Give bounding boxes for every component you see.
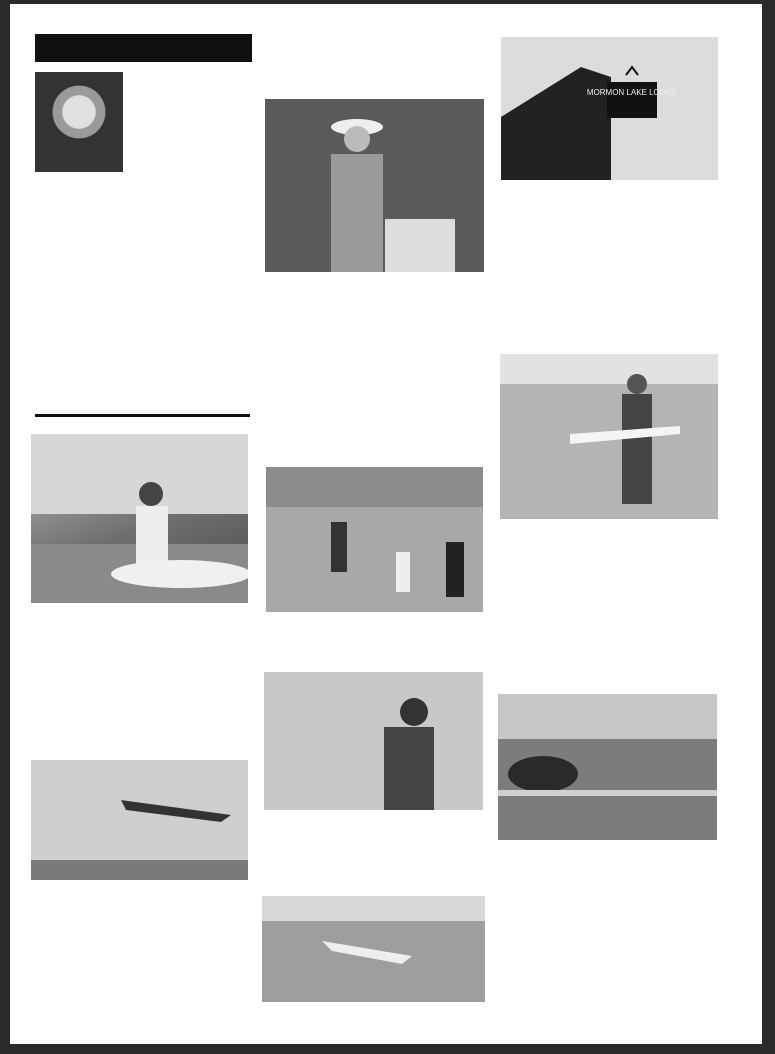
column-banner <box>35 34 252 62</box>
announcer-photo <box>265 99 484 272</box>
slope-photo <box>266 467 483 612</box>
p51-photo <box>262 896 485 1002</box>
cub-photo <box>500 354 718 519</box>
lodge-photo <box>501 37 718 180</box>
foamy-photo-art <box>264 672 483 810</box>
corsair-photo-art <box>31 434 248 603</box>
cub-photo-art <box>500 354 718 519</box>
foamy-photo <box>264 672 483 810</box>
slope-photo-art <box>266 467 483 612</box>
lodge-photo-art <box>501 37 718 180</box>
frequency-coordinator <box>35 370 41 392</box>
corsair-flight-photo <box>31 760 248 880</box>
divider-rule <box>35 414 250 417</box>
corsair-photo <box>31 434 248 603</box>
lodge-sign: MORMON LAKE LODGE <box>586 88 678 97</box>
horse-photo <box>498 694 717 840</box>
p51-photo-art <box>262 896 485 1002</box>
horse-photo-art <box>498 694 717 840</box>
corsair-flight-art <box>31 760 248 880</box>
announcer-photo-art <box>265 99 484 272</box>
coordinator-phone <box>35 381 41 391</box>
author-portrait <box>35 72 123 172</box>
